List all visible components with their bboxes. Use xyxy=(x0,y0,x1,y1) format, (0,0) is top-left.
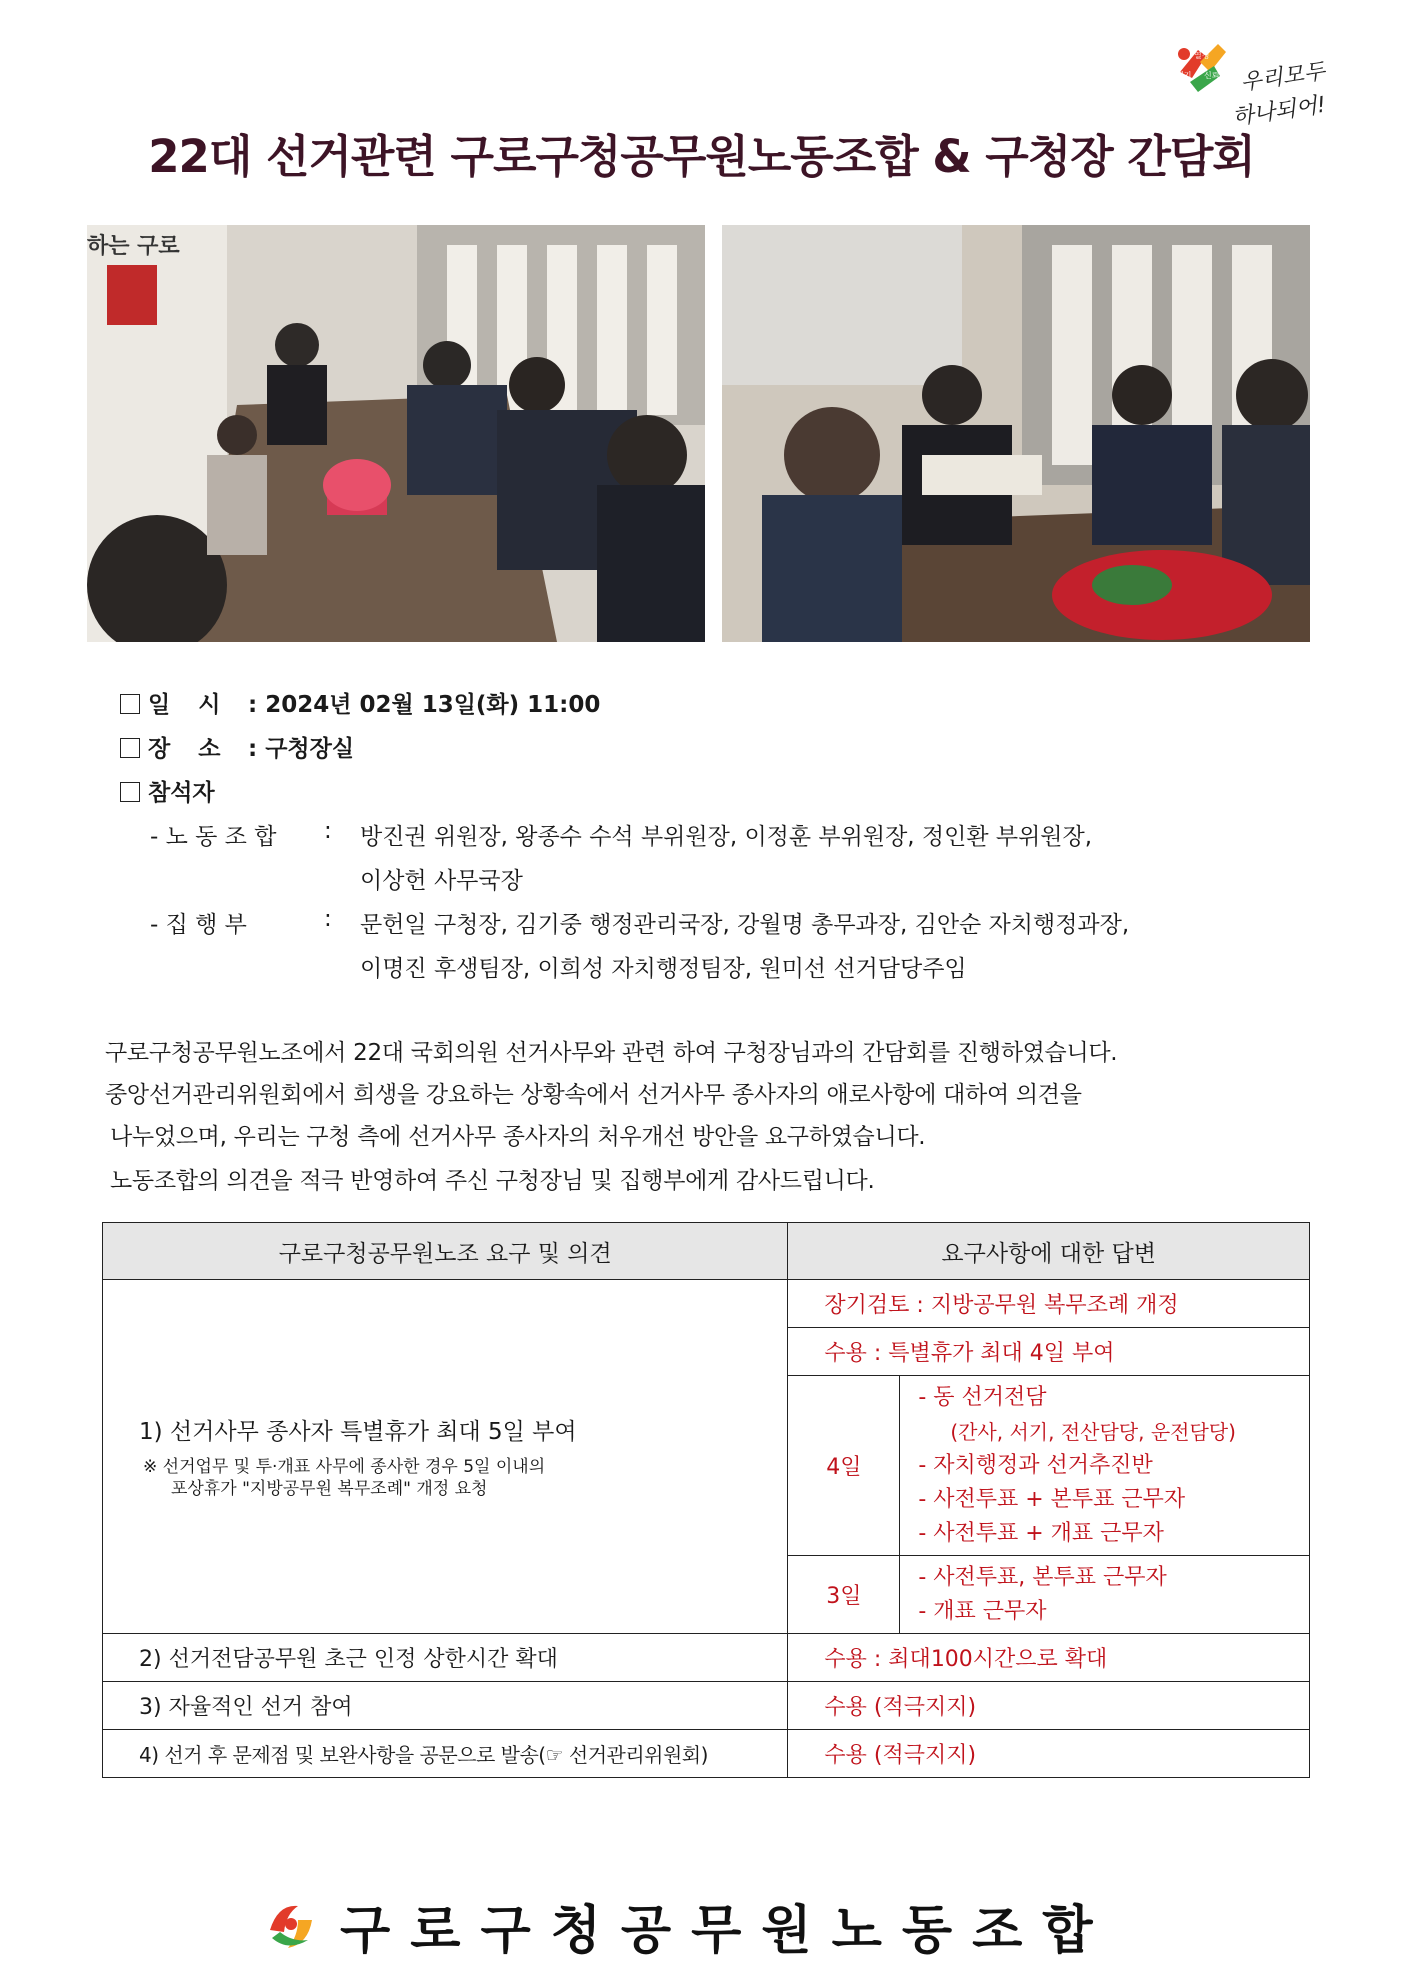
body-paragraph-line: 노동조합의 의견을 적극 반영하여 주신 구청장님 및 집행부에게 감사드립니다. xyxy=(110,1168,875,1194)
footer xyxy=(0,1888,1403,1968)
answer-3: 수용 (적극지지) xyxy=(788,1682,1310,1730)
answer-4: 수용 (적극지지) xyxy=(788,1730,1310,1778)
hands-logo-icon xyxy=(1170,32,1240,102)
request-item-3: 3) 자율적인 선거 참여 xyxy=(103,1682,788,1730)
checkbox-square-icon xyxy=(120,738,140,758)
union-slogan-logo xyxy=(1170,22,1360,132)
meeting-photo-left xyxy=(87,225,705,642)
requests-table xyxy=(102,1222,1310,1778)
slogan-line2: 하나되어! xyxy=(1230,92,1328,131)
answer-2: 수용 : 최대100시간으로 확대 xyxy=(788,1634,1310,1682)
body-paragraph-line: 중앙선거관리위원회에서 희생을 강요하는 상황속에서 선거사무 종사자의 애로사항에 대하여 의견을 xyxy=(105,1082,1082,1108)
date-value: 2024년 02월 13일(화) 11:00 xyxy=(265,692,601,718)
exec-members-line2: 이명진 후생팀장, 이희성 자치행정팀장, 원미선 선거담당주임 xyxy=(360,956,967,982)
days-3-list xyxy=(900,1556,1310,1634)
meeting-photo-right xyxy=(722,225,1310,642)
attendees-row xyxy=(120,774,215,807)
request-item-1-note-line2: 포상휴가 "지방공무원 복무조례" 개정 요청 xyxy=(171,1479,488,1499)
place-value: 구청장실 xyxy=(265,736,355,762)
checkbox-square-icon xyxy=(120,694,140,714)
list-item: - 자치행정과 선거추진반 xyxy=(918,1452,1153,1478)
hand-label: 패기 xyxy=(1176,71,1192,80)
hand-label: 열정 xyxy=(1194,51,1210,60)
footer-org-name: 구로구청공무원노동조합 xyxy=(340,1901,1113,1961)
union-members-line1: 방진권 위원장, 왕종수 수석 부위원장, 이정훈 부위원장, 정인환 부위원장, xyxy=(360,824,1093,850)
list-item: - 개표 근무자 xyxy=(918,1598,1047,1624)
union-logo-icon xyxy=(258,1892,324,1958)
days-4-list xyxy=(900,1376,1310,1556)
list-item: - 사전투표 + 본투표 근무자 xyxy=(918,1486,1186,1512)
union-members-line2: 이상헌 사무국장 xyxy=(360,868,523,894)
request-item-4: 4) 선거 후 문제점 및 보완사항을 공문으로 발송(☞ 선거관리위원회) xyxy=(103,1730,788,1778)
date-row: 일 시 : 2024년 02월 13일(화) 11:00 xyxy=(120,686,600,719)
exec-label: - 집 행 부 xyxy=(150,912,247,938)
body-paragraph-line: 구로구청공무원노조에서 22대 국회의원 선거사무와 관련 하여 구청장님과의 간담회를 진행하였습니다. xyxy=(105,1040,1118,1066)
days-4: 4일 xyxy=(788,1376,900,1556)
table-header-answers: 요구사항에 대한 답변 xyxy=(788,1223,1310,1280)
list-item: - 사전투표 + 개표 근무자 xyxy=(918,1520,1164,1546)
list-item: - 사전투표, 본투표 근무자 xyxy=(918,1564,1167,1590)
body-paragraph-line: 나누었으며, 우리는 구청 측에 선거사무 종사자의 처우개선 방안을 요구하였습니다. xyxy=(110,1124,926,1150)
request-item-1-note-line1: ※ 선거업무 및 투·개표 사무에 종사한 경우 5일 이내의 xyxy=(143,1457,546,1477)
request-item-2: 2) 선거전담공무원 초근 인정 상한시간 확대 xyxy=(103,1634,788,1682)
days-3: 3일 xyxy=(788,1556,900,1634)
table-header-requests: 구로구청공무원노조 요구 및 의견 xyxy=(103,1223,788,1280)
union-label: - 노 동 조 합 xyxy=(150,824,277,850)
date-label: 일 시 xyxy=(148,692,231,718)
hand-label: 신뢰 xyxy=(1204,71,1220,80)
answer-1a: 장기검토 : 지방공무원 복무조례 개정 xyxy=(788,1280,1310,1328)
photo-sign-text: 하는 구로 xyxy=(87,234,180,259)
slogan-line1: 우리모두 xyxy=(1238,59,1327,96)
page-title: 22대 선거관련 구로구청공무원노동조합 & 구청장 간담회 xyxy=(148,130,1255,183)
checkbox-square-icon xyxy=(120,782,140,802)
exec-members-line1: 문헌일 구청장, 김기중 행정관리국장, 강월명 총무과장, 김안순 자치행정과장, xyxy=(360,912,1130,938)
place-row: 장 소 : 구청장실 xyxy=(120,730,354,763)
request-item-1-cell xyxy=(103,1280,788,1634)
place-label: 장 소 xyxy=(148,736,231,762)
list-item: (간사, 서기, 전산담당, 운전담당) xyxy=(950,1419,1236,1444)
list-item: - 동 선거전담 xyxy=(918,1384,1047,1410)
attendees-label: 참석자 xyxy=(148,780,215,806)
answer-1b: 수용 : 특별휴가 최대 4일 부여 xyxy=(788,1328,1310,1376)
request-item-1: 1) 선거사무 종사자 특별휴가 최대 5일 부여 xyxy=(139,1419,577,1445)
